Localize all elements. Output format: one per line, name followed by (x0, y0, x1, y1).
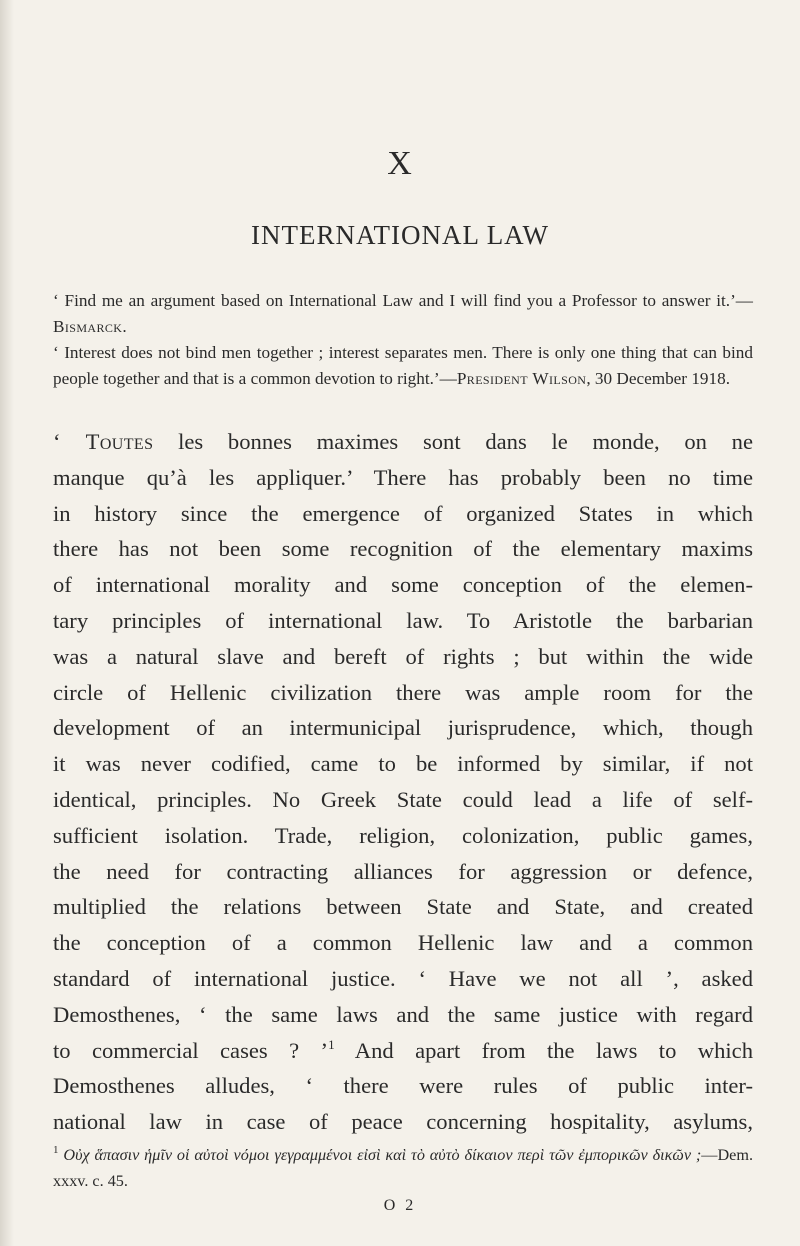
signature-mark: O 2 (383, 1197, 417, 1214)
body-line: it was never codified, came to be informed by similar, if not (53, 751, 753, 777)
epigraph-quote: ‘ Interest does not bind men together ; interest separates men. There is only one thing that can bind people together and that is a common devotion to right.’— (53, 343, 753, 388)
body-line: of international morality and some conception of the elemen- (53, 572, 753, 598)
epigraph-attribution: Bismarck. (53, 317, 128, 336)
body-line: national law in case of peace concerning hospitality, asylums, (53, 1109, 753, 1135)
chapter-title: INTERNATIONAL LAW (250, 220, 550, 250)
footnote-citation: —Dem. xxxv. c. 45. (53, 1146, 753, 1190)
body-line: standard of international justice. ‘ Have we not all ’, asked (53, 965, 753, 991)
footnote (53, 1142, 753, 1194)
footnote-mark: 1 (53, 1144, 59, 1156)
epigraph-date: , 30 December 1918. (586, 369, 730, 388)
footnote-reference[interactable]: 1 (328, 1036, 335, 1052)
body-line: Demosthenes, ‘ the same laws and the same justice with regard (53, 1001, 753, 1027)
epigraph-quote: ‘ Find me an argument based on International Law and I will find you a Professor to answer it.’— (53, 291, 753, 310)
body-line: the conception of a common Hellenic law and a common (53, 930, 753, 956)
body-line: Demosthenes alludes, ‘ there were rules of public inter- (53, 1073, 753, 1099)
body-line: identical, principles. No Greek State could lead a life of self- (53, 786, 753, 812)
body-line: manque qu’à les appliquer.’ There has probably been no time (53, 464, 753, 490)
epigraph-attribution: President Wilson (456, 369, 587, 388)
body-line: sufficient isolation. Trade, religion, colonization, public games, (53, 822, 753, 848)
page-spine-shadow (0, 0, 14, 1246)
chapter-number: X (387, 145, 413, 182)
footnote-greek-quote: Οὐχ ἅπασιν ἡμῖν οἱ αὐτοὶ νόμοι γεγραμμένοι εἰσὶ καὶ τὸ αὐτὸ δίκαιον περὶ τῶν ἐμπορικῶν δικῶν ; (63, 1146, 702, 1164)
epigraph-bismarck (53, 288, 753, 340)
body-line: in history since the emergence of organized States in which (53, 500, 753, 526)
body-line: was a natural slave and bereft of rights ; but within the wide (53, 643, 753, 669)
body-line: there has not been some recognition of the elementary maxims (53, 536, 753, 562)
body-line: the need for contracting alliances for aggression or defence, (53, 858, 753, 884)
body-line: circle of Hellenic civilization there was ample room for the (53, 679, 753, 705)
body-line: tary principles of international law. To Aristotle the barbarian (53, 607, 753, 633)
body-line: multiplied the relations between State and State, and created (53, 894, 753, 920)
body-line: to commercial cases ? ’$^1$ And apart from the laws to which (53, 1036, 753, 1063)
epigraph-wilson (53, 340, 753, 392)
body-paragraph (53, 424, 753, 1140)
body-line: development of an intermunicipal jurisprudence, which, though (53, 715, 753, 741)
body-line: ‘ Toutes les bonnes maximes sont dans le monde, on ne (53, 429, 753, 454)
body-lead-words: ‘ Toutes (53, 429, 154, 454)
